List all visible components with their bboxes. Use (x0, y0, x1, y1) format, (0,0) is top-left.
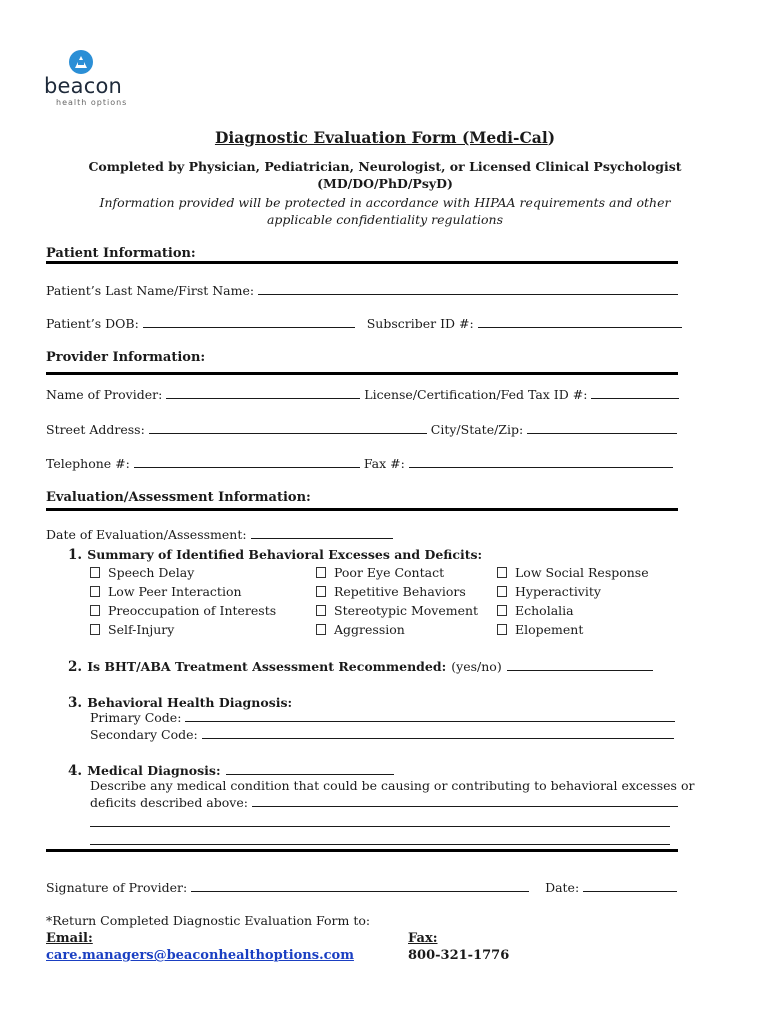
subtitle-line-2: (MD/DO/PhD/PsyD) (317, 176, 453, 191)
subscriber-id-label: Subscriber ID #: (366, 316, 474, 331)
q4-field[interactable] (226, 762, 394, 775)
patient-heading: Patient Information: (46, 246, 196, 261)
checkbox-icon[interactable] (497, 605, 507, 616)
section-divider (46, 372, 678, 375)
section-divider (46, 261, 678, 264)
page-title (0, 128, 770, 147)
checkbox-label: Low Social Response (515, 565, 649, 580)
patient-dob-row (46, 315, 682, 331)
signature-field[interactable] (191, 879, 529, 892)
q1-label: Summary of Identified Behavioral Excesses and Deficits: (87, 547, 483, 562)
provider-name-label: Name of Provider: (46, 387, 163, 402)
secondary-code-field[interactable] (202, 726, 674, 739)
checkbox-column-3 (497, 565, 649, 641)
checkbox-elopement[interactable] (497, 622, 649, 641)
checkbox-icon[interactable] (316, 605, 326, 616)
street-row (46, 421, 677, 437)
checkbox-repetitive-behaviors[interactable] (316, 584, 478, 603)
q2-number: 2. (68, 659, 83, 675)
secondary-code-label: Secondary Code: (90, 727, 198, 742)
checkbox-label: Echolalia (515, 603, 574, 618)
primary-code-label: Primary Code: (90, 710, 182, 725)
hipaa-note (80, 194, 690, 228)
section-divider (46, 849, 678, 852)
provider-heading: Provider Information: (46, 350, 206, 365)
checkbox-low-peer-interaction[interactable] (90, 584, 276, 603)
checkbox-column-2 (316, 565, 478, 641)
checkbox-label: Hyperactivity (515, 584, 601, 599)
subtitle (60, 158, 710, 192)
checkbox-label: Repetitive Behaviors (334, 584, 466, 599)
q2-hint: (yes/no) (451, 659, 502, 674)
question-2 (68, 656, 653, 675)
provider-name-field[interactable] (166, 386, 360, 399)
fax-label: Fax: (408, 931, 438, 946)
checkbox-icon[interactable] (90, 605, 100, 616)
note-line-2: applicable confidentiality regulations (266, 212, 504, 227)
checkbox-label: Speech Delay (108, 565, 195, 580)
primary-code-row (90, 709, 675, 725)
q4-extra-line-2[interactable] (90, 830, 670, 849)
checkbox-icon[interactable] (316, 624, 326, 635)
q2-field[interactable] (507, 658, 653, 671)
checkbox-icon[interactable] (497, 586, 507, 597)
evaluation-heading: Evaluation/Assessment Information: (46, 490, 311, 505)
phone-row (46, 455, 673, 471)
checkbox-label: Stereotypic Movement (334, 603, 479, 618)
checkbox-preoccupation[interactable] (90, 603, 276, 622)
return-note: *Return Completed Diagnostic Evaluation Form to: (46, 913, 371, 928)
patient-name-label: Patient’s Last Name/First Name: (46, 283, 255, 298)
phone-field[interactable] (134, 455, 360, 468)
street-label: Street Address: (46, 422, 145, 437)
provider-name-row (46, 386, 679, 402)
checkbox-label: Preoccupation of Interests (108, 603, 277, 618)
city-label: City/State/Zip: (430, 422, 524, 437)
secondary-code-row (90, 726, 674, 742)
city-field[interactable] (527, 421, 677, 434)
q4-extra-line-1[interactable] (90, 812, 670, 831)
checkbox-icon[interactable] (90, 567, 100, 578)
checkbox-icon[interactable] (90, 586, 100, 597)
checkbox-icon[interactable] (497, 567, 507, 578)
checkbox-aggression[interactable] (316, 622, 478, 641)
signature-date-label: Date: (545, 880, 580, 895)
checkbox-stereotypic-movement[interactable] (316, 603, 478, 622)
signature-row (46, 879, 677, 895)
q4-description-row (90, 794, 678, 810)
patient-name-field[interactable] (258, 282, 678, 295)
signature-label: Signature of Provider: (46, 880, 188, 895)
checkbox-label: Self-Injury (108, 622, 175, 637)
subscriber-id-field[interactable] (478, 315, 682, 328)
license-field[interactable] (591, 386, 679, 399)
q4-description-line-2: deficits described above: (90, 795, 248, 810)
q3-label: Behavioral Health Diagnosis: (87, 695, 293, 710)
checkbox-speech-delay[interactable] (90, 565, 276, 584)
primary-code-field[interactable] (185, 709, 675, 722)
section-divider (46, 508, 678, 511)
checkbox-low-social-response[interactable] (497, 565, 649, 584)
eval-date-field[interactable] (251, 526, 393, 539)
patient-dob-field[interactable] (143, 315, 355, 328)
patient-dob-label: Patient’s DOB: (46, 316, 139, 331)
email-link[interactable]: care.managers@beaconhealthoptions.com (46, 948, 354, 963)
checkbox-echolalia[interactable] (497, 603, 649, 622)
fax-number: 800-321-1776 (408, 948, 510, 963)
question-1 (68, 544, 482, 563)
q4-label: Medical Diagnosis: (87, 763, 221, 778)
q4-description-line-1: Describe any medical condition that could be causing or contributing to behavioral excesses or (90, 778, 695, 793)
title-main: Diagnostic Evaluation Form (Medi-Cal (214, 128, 548, 147)
eval-date-label: Date of Evaluation/Assessment: (46, 527, 247, 542)
street-field[interactable] (149, 421, 427, 434)
q1-number: 1. (68, 547, 83, 563)
checkbox-icon[interactable] (316, 586, 326, 597)
checkbox-icon[interactable] (90, 624, 100, 635)
q4-description-field[interactable] (252, 794, 678, 807)
checkbox-label: Low Peer Interaction (108, 584, 242, 599)
license-label: License/Certification/Fed Tax ID #: (364, 387, 588, 402)
checkbox-column-1 (90, 565, 276, 641)
title-suffix: ) (547, 128, 556, 147)
eval-date-row (46, 526, 393, 542)
fax-field[interactable] (409, 455, 673, 468)
logo-subtext: health options (56, 98, 128, 107)
checkbox-label: Aggression (334, 622, 405, 637)
q3-number: 3. (68, 695, 83, 711)
checkbox-poor-eye-contact[interactable] (316, 565, 478, 584)
checkbox-label: Poor Eye Contact (334, 565, 445, 580)
q2-label: Is BHT/ABA Treatment Assessment Recommended: (87, 659, 447, 674)
patient-name-row (46, 282, 678, 298)
question-4 (68, 760, 394, 779)
checkbox-icon[interactable] (316, 567, 326, 578)
fax-label: Fax #: (363, 456, 405, 471)
checkbox-label: Elopement (515, 622, 584, 637)
signature-date-field[interactable] (583, 879, 677, 892)
email-label: Email: (46, 931, 93, 946)
logo-text: beacon (44, 74, 123, 98)
phone-label: Telephone #: (46, 456, 130, 471)
checkbox-self-injury[interactable] (90, 622, 276, 641)
subtitle-line-1: Completed by Physician, Pediatrician, Neurologist, or Licensed Clinical Psychologist (88, 159, 682, 174)
checkbox-icon[interactable] (497, 624, 507, 635)
checkbox-hyperactivity[interactable] (497, 584, 649, 603)
note-line-1: Information provided will be protected in accordance with HIPAA requirements and other (99, 195, 671, 210)
q4-number: 4. (68, 763, 83, 779)
